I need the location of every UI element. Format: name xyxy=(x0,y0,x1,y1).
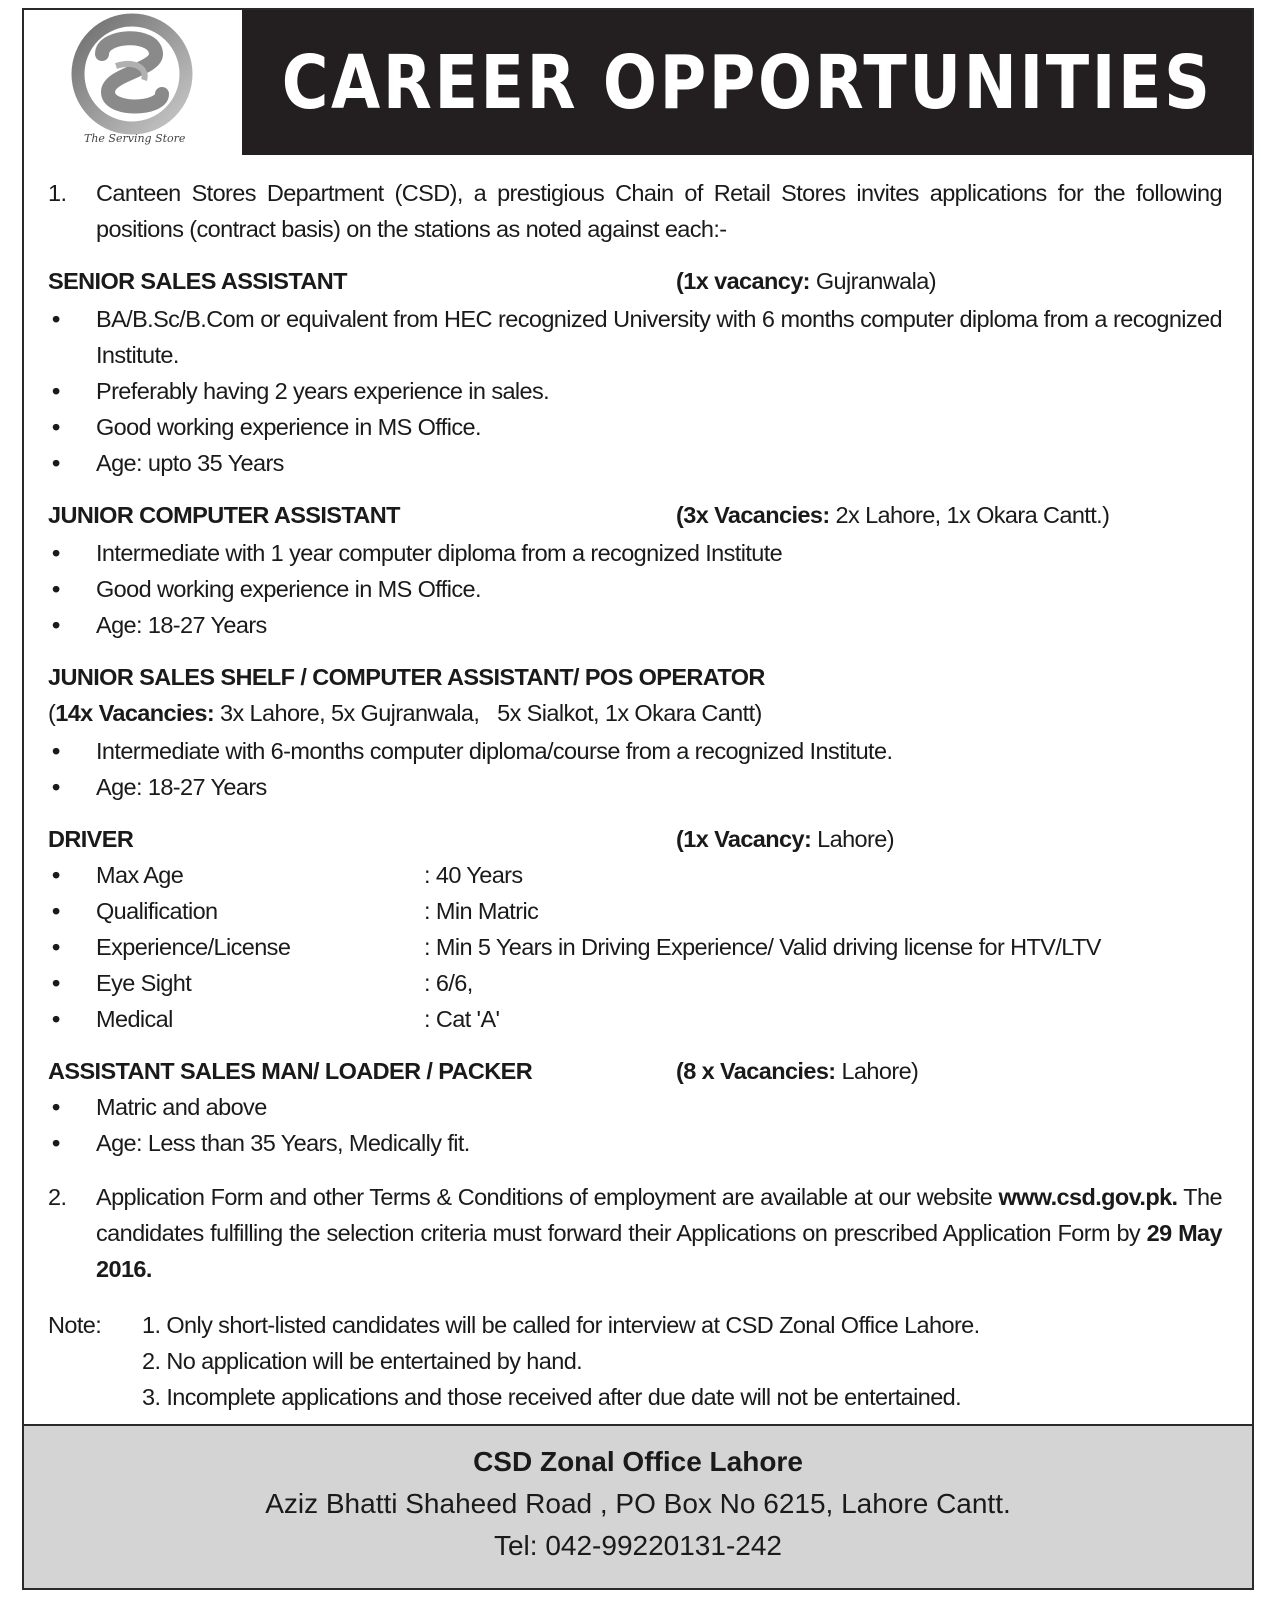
bullet: • xyxy=(52,774,60,800)
office-phone: Tel: 042-99220131-242 xyxy=(493,1530,782,1561)
vacancy-info: (1x vacancy: Gujranwala) xyxy=(676,268,936,294)
bullet: • xyxy=(52,898,60,924)
vacancy-info: (3x Vacancies: 2x Lahore, 1x Okara Cantt.) xyxy=(676,502,1110,528)
header xyxy=(24,10,1252,155)
title-bar xyxy=(242,10,1252,155)
bullet: • xyxy=(52,1006,60,1032)
bullet: • xyxy=(52,378,60,404)
position-title: ASSISTANT SALES MAN/ LOADER / PACKER xyxy=(48,1058,533,1084)
position-title: SENIOR SALES ASSISTANT xyxy=(48,268,347,294)
bullet: • xyxy=(52,738,60,764)
bullet: • xyxy=(52,576,60,602)
bullet: • xyxy=(52,540,60,566)
intro-text: Canteen Stores Department (CSD), a prestigious Chain of Retail Stores invites applications for the following positions (contract basis) on the stations as noted against each:- xyxy=(96,180,1222,242)
vacancy-info: (1x Vacancy: Lahore) xyxy=(676,826,894,852)
intro-number: 1. xyxy=(48,180,67,206)
bullet: • xyxy=(52,862,60,888)
office-name: CSD Zonal Office Lahore xyxy=(473,1446,803,1477)
position-title: JUNIOR SALES SHELF / COMPUTER ASSISTANT/ POS OPERATOR xyxy=(48,664,765,690)
bullet: • xyxy=(52,934,60,960)
bullet: • xyxy=(52,306,60,332)
footer xyxy=(24,1424,1252,1588)
note-item: 2. No application will be entertained by hand. xyxy=(142,1348,583,1374)
position-title: JUNIOR COMPUTER ASSISTANT xyxy=(48,502,400,528)
note-label: Note: xyxy=(48,1312,102,1338)
bullet: • xyxy=(52,612,60,638)
application-text: Application Form and other Terms & Conditions of employment are available at our website www.csd.gov.pk. The candidates fulfilling the selection criteria must forward their Applications on prescribed Application Form by 29 May 2016. xyxy=(96,1184,1222,1282)
bullet: • xyxy=(52,414,60,440)
application-number: 2. xyxy=(48,1184,67,1210)
office-address: Aziz Bhatti Shaheed Road , PO Box No 6215, Lahore Cantt. xyxy=(265,1488,1011,1519)
bullet: • xyxy=(52,1094,60,1120)
bullet: • xyxy=(52,970,60,996)
csd-logo xyxy=(24,10,242,155)
advertisement: The Serving Store CAREER OPPORTUNITIES 1. Canteen Stores Department (CSD), a prestigious Chain of Retail Stores invites applications for the following positions (contract basis) on the stations as noted against each:- SENIOR SALES ASSISTANT (1x vacancy: Gujranwala) • BA/B.Sc/B.Com or equivalent from HEC recognized University with 6 months computer diploma from a recognized Institute. • Preferably having 2 years experience in sales. • Good working experience in MS Office. • Age: upto 35 Years JUNIOR COMPUTER ASSISTANT (3x Vacancies: 2x Lahore, 1x Okara Cantt.) • Intermediate with 1 year computer diploma from a recognized Institute • Good working experience in MS Office. • Age: 18-27 Years JUNIOR SALES SHELF / COMPUTER ASSISTANT/ POS OPERATOR (14x Vacancies: 3x Lahore, 5x Gujranwala, 5x Sialkot, 1x Okara Cantt) • Intermediate with 6-months computer diploma/course from a recognized Institute. • Age: 18-27 Years DRIVER (1x Vacancy: Lahore) • Max Age : 40 Years • Qualification : Min Matric • Experience/License : Min 5 Years in Driving Experience/ Valid driving license for HTV/LTV • Eye Sight : 6/6, • Medical : Cat 'A' ASSISTANT SALES MAN/ LOADER / PACKER (8 x Vacancies: Lahore) • Matric and above • Age: Less than 35 Years, Medically fit. 2. Application Form and other Terms & Conditions of employment are available at our website www.csd.gov.pk. The candidates fulfilling the selection criteria must forward their Applications on prescribed Application Form by 29 May 2016. Note: 1. Only short-listed candidates will be called for interview at CSD Zonal Office Lahore. 2. No application will be entertained by hand. 3. Incomplete applications and those received after due date will not be entertained. CSD Zonal Office Lahore Aziz Bhatti Shaheed Road , PO Box No 6215, Lahore Cantt. Tel: 042-99220131-242 xyxy=(22,8,1254,1590)
website-link: www.csd.gov.pk. xyxy=(998,1184,1178,1210)
logo-tagline: The Serving Store xyxy=(84,132,186,145)
page-title: CAREER OPPORTUNITIES xyxy=(281,39,1213,126)
note-item: 3. Incomplete applications and those received after due date will not be entertained. xyxy=(142,1384,962,1410)
deadline: 29 May 2016. xyxy=(96,1220,1222,1282)
position-title: DRIVER xyxy=(48,826,134,852)
note-item: 1. Only short-listed candidates will be called for interview at CSD Zonal Office Lahore. xyxy=(142,1312,980,1338)
bullet: • xyxy=(52,1130,60,1156)
bullet: • xyxy=(52,450,60,476)
vacancy-info: (8 x Vacancies: Lahore) xyxy=(676,1058,919,1084)
